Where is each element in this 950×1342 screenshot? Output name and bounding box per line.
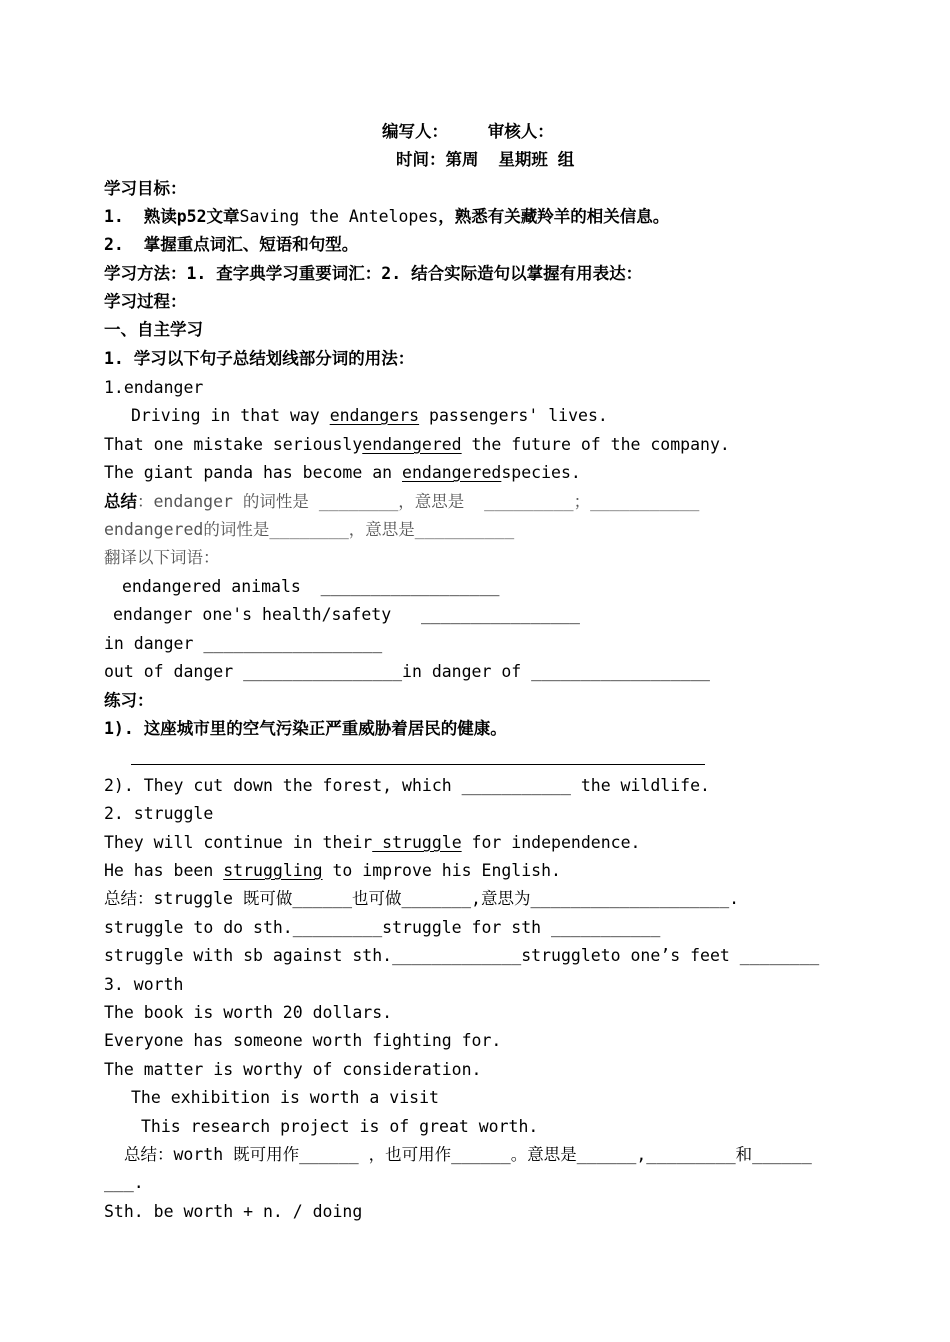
phrase-2: endanger one's health/safety ________________ [113,605,580,624]
answer-line [131,764,705,765]
phrase-4: out of danger ________________in danger of __________________ [104,662,710,681]
struggle-line-2: struggle to do sth._________struggle for sth ___________ [104,918,661,937]
endanger-heading: 1.endanger [104,378,204,397]
learning-process: 学习过程： [104,292,187,311]
phrase-3: in danger __________________ [104,634,383,653]
struggle-summary: 总结：struggle 既可做______也可做_______,意思为____________________. [104,889,740,908]
worth-heading: 3. worth [104,975,184,994]
self-study-heading: 一、自主学习 [104,320,203,339]
struggle-line-3: struggle with sb against sth._____________struggleto one’s feet ________ [104,946,820,965]
worth-example-1: The book is worth 20 dollars. [104,1003,393,1022]
endanger-example-2: That one mistake seriouslyendangered the future of the company. [104,435,730,454]
objectives-title: 学习目标： [104,179,187,198]
worth-example-5: This research project is of great worth. [141,1117,539,1136]
worth-summary-cont: ___. [104,1173,144,1192]
instruction: 1. 学习以下句子总结划线部分词的用法： [104,349,415,368]
worth-pattern: Sth. be worth + n. / doing [104,1202,363,1221]
worth-example-4: The exhibition is worth a visit [131,1088,439,1107]
practice-q1: 1). 这座城市里的空气污染正严重威胁着居民的健康。 [104,719,507,738]
endanger-example-3: The giant panda has become an endangeredspecies. [104,463,581,482]
header-authors: 编写人： 审核人： [382,122,554,141]
header-time: 时间：第周 星期班 组 [396,150,575,169]
struggle-heading: 2. struggle [104,804,214,823]
worth-summary: 总结：worth 既可用作______ ，也可用作______。意思是______,_________和______ [124,1145,812,1164]
translate-instruction: 翻译以下词语： [104,548,220,567]
struggle-example-1: They will continue in their struggle for independence. [104,833,641,852]
endanger-summary-1: 总结：endanger 的词性是 ________，意思是 _________；___________ [104,492,700,511]
practice-label: 练习： [104,691,154,710]
objective-item-1: 1. 熟读p52文章Saving the Antelopes，熟悉有关藏羚羊的相关信息。 [104,207,670,226]
practice-q2: 2). They cut down the forest, which ___________ the wildlife. [104,776,710,795]
endanger-summary-2: endangered的词性是________，意思是__________ [104,520,515,539]
endanger-example-1: Driving in that way endangers passengers' lives. [131,406,608,425]
struggle-example-2: He has been struggling to improve his English. [104,861,561,880]
objective-item-2: 2. 掌握重点词汇、短语和句型。 [104,235,359,254]
phrase-1: endangered animals __________________ [122,577,500,596]
worth-example-3: The matter is worthy of consideration. [104,1060,482,1079]
worth-example-2: Everyone has someone worth fighting for. [104,1031,502,1050]
learning-method: 学习方法：1. 查字典学习重要词汇：2. 结合实际造句以掌握有用表达： [104,264,643,283]
